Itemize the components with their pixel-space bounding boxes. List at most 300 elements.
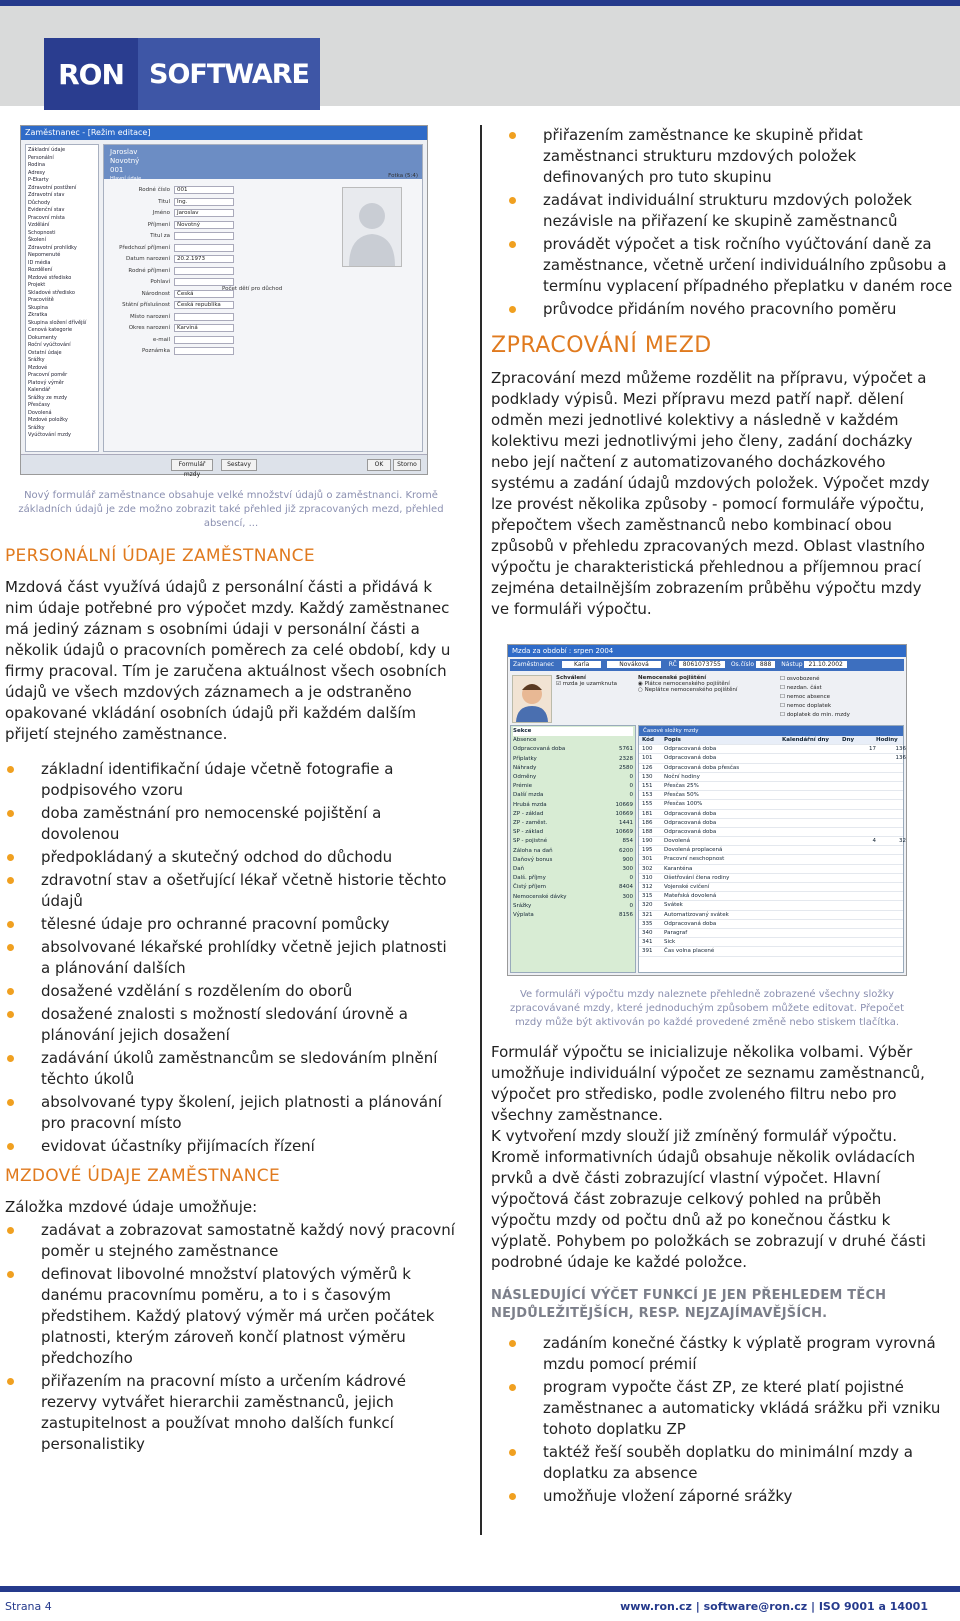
option-checkbox-label: doplatek do min. mzdy [786, 712, 850, 718]
employee-photo [342, 187, 402, 267]
section-name: Nemocenské dávky [513, 893, 567, 900]
logo-ron: RON [44, 38, 138, 110]
tree-item[interactable]: Roční vyúčtování [28, 342, 71, 348]
grid-rows [639, 745, 906, 956]
grid-cell-desc: Odpracovaná doba [664, 810, 717, 817]
tree-item[interactable]: Srážky [28, 357, 45, 363]
grid-cell-desc: Svátek [664, 902, 683, 909]
option-checkbox[interactable] [780, 684, 900, 693]
approval-check-label: mzda je uzamknuta [562, 681, 617, 687]
grid-cell-hours: 136 [895, 755, 906, 762]
field-input[interactable]: Karviná [174, 324, 234, 332]
section-row[interactable] [513, 801, 633, 810]
section-row[interactable] [513, 883, 633, 892]
bullet-item: zadávat individuální strukturu mzdových položek nezávisle na přiřazení ke skupině zaměstnanců [507, 190, 957, 232]
insurance-radio-label: Neplátce nemocenského pojištění [644, 687, 738, 693]
grid-row[interactable] [639, 855, 903, 864]
section-row[interactable] [513, 828, 633, 837]
section-name: Prémie [513, 783, 533, 790]
functions-subheading: NÁSLEDUJÍCÍ VÝČET FUNKCÍ JE JEN PŘEHLEDEM TĚCH NEJDŮLEŽITĚJŠÍCH, RESP. NEJZAJÍMAVĚJŠÍCH. [491, 1288, 887, 1321]
window-title: Zaměstnanec - [Režim editace] [21, 126, 427, 140]
section-name: SP - pojistné [513, 838, 548, 845]
grid-cell-desc: Odpracovaná doba [664, 828, 717, 835]
field-input[interactable] [174, 347, 234, 355]
grid-row[interactable] [639, 938, 903, 947]
grid-cell-code: 341 [642, 939, 653, 946]
tree-item[interactable]: Vzdělání [28, 222, 50, 228]
option-checkbox-label: nemoc doplatek [786, 703, 832, 709]
grid-cell-desc: Přesčas 50% [664, 792, 699, 799]
logo-software: SOFTWARE [138, 38, 320, 110]
insurance-radio-label: Plátce nemocenského pojištění [644, 681, 730, 687]
tree-item[interactable]: Dokumenty [28, 334, 57, 341]
approval-box [556, 675, 636, 721]
tree-item[interactable]: Schopnosti [28, 229, 56, 236]
wage-bullet-list [5, 1220, 457, 1455]
tree-item[interactable]: Pracovní poměr [28, 372, 68, 378]
os-label: Os.číslo [730, 661, 754, 668]
bullet-item: taktéž řeší souběh doplatku do minimální mzdy a doplatku za absence [507, 1442, 957, 1484]
grid-cell-code: 181 [642, 810, 653, 817]
section-row[interactable] [513, 727, 633, 736]
grid-row[interactable] [639, 828, 903, 837]
bullet-item: definovat libovolné množství platových výměrů k danému pracovnímu poměru, a to i s časovým předstihem. Každý platový výměr má určen počátek platnosti, kterým zároveň končí platnost výměru předchozího [5, 1264, 457, 1369]
grid-cell-desc: Odpracovaná doba [664, 819, 717, 826]
grid-cell-code: 315 [642, 893, 653, 900]
field-label: e-mail [152, 336, 170, 343]
grid-cell-code: 310 [642, 874, 653, 881]
bullet-item: absolvované lékařské prohlídky včetně jejich platnosti a plánování dalších [5, 937, 457, 979]
insurance-options [638, 681, 778, 693]
grid-row[interactable] [639, 947, 903, 956]
section-name: Další mzda [513, 792, 544, 799]
grid-header-row [639, 736, 903, 745]
rc-value: 8061073755 [679, 661, 725, 668]
bullet-item: dosažené vzdělání s rozdělením do oborů [5, 981, 457, 1002]
grid-cell-desc: Čas volna placené [664, 948, 715, 955]
grid-cell-code: 101 [642, 755, 653, 762]
section-name: Absence [513, 737, 537, 744]
grid-row[interactable] [639, 800, 903, 809]
section-row[interactable] [513, 773, 633, 782]
checkbox-icon: ☐ [780, 712, 787, 718]
tree-item[interactable]: Školení [28, 237, 46, 243]
child-portrait-icon [513, 676, 551, 722]
right-column [491, 125, 957, 1509]
section-name: Daň [513, 866, 525, 873]
tree-item[interactable]: Srážky ze mzdy [28, 394, 68, 401]
grid-row[interactable] [639, 846, 903, 855]
processing-paragraph: Zpracování mezd můžeme rozdělit na přípravu, výpočet a podklady výpisů. Mezi přípravu mezd patří např. dělení odměn mezi jednotlivé kolektivy a následně v každém kolektivu mezi jednotlivými jeho členy, zadání docházky nebo její načtení z automatizovaného docházkového systému a zadání údajů mzdových položek. Výpočet mzdy lze provést několika způsoby - pomocí formuláře výpočtu, přepočtem všech zaměstnanců nebo kombinací obou způsobů v přehledu zpracovaných mezd. Oblast vlastního výpočtu je charakteristická přehlednou a příjemnou prací zejména detailnějším zobrazením průběhu výpočtu mzdy ve formuláři výpočtu. [491, 369, 930, 618]
os-value: 888 [756, 661, 775, 668]
grid-cell-desc: Automatizovaný svátek [664, 911, 729, 918]
grid-cell-code: 301 [642, 856, 653, 863]
grid-row[interactable] [639, 810, 903, 819]
section-row[interactable] [513, 856, 633, 865]
option-checkbox[interactable] [780, 702, 900, 711]
header-surname: Novotný [110, 157, 140, 165]
tab-main: Hlavní údaje [110, 176, 142, 182]
photo-label: Fotka (5:4) [388, 173, 418, 179]
bullet-item: zdravotní stav a ošetřující lékař včetně historie těchto údajů [5, 870, 457, 912]
grid-cell-code: 100 [642, 746, 653, 753]
bullet-item: dosažené znalosti s možností sledování úrovně a plánování jejich dosažení [5, 1004, 457, 1046]
field-label: Státní příslušnost [122, 302, 170, 308]
option-checkbox[interactable] [780, 711, 900, 720]
tree-item[interactable]: Důchody [28, 199, 51, 206]
field-input[interactable]: Jaroslav [174, 209, 234, 217]
window-toolbar [21, 454, 427, 478]
tree-item[interactable]: Mzdové [28, 364, 48, 371]
section-amount: 300 [622, 893, 633, 900]
processing-heading: ZPRACOVÁNÍ MEZD [491, 333, 712, 358]
grid-title: Časové složky mzdy [639, 726, 903, 736]
grid-row[interactable] [639, 764, 903, 773]
section-row[interactable] [513, 874, 633, 883]
field-input[interactable] [174, 244, 234, 252]
field-input[interactable]: Novotný [174, 221, 234, 229]
grid-row[interactable] [639, 911, 903, 920]
bullet-item: zadávat a zobrazovat samostatně každý nový pracovní poměr u stejného zaměstnance [5, 1220, 457, 1262]
bullet-item: tělesné údaje pro ochranné pracovní pomůcky [5, 914, 457, 935]
tree-item[interactable]: Skupina [28, 304, 48, 311]
section-name: Dalš. příjmy [513, 875, 546, 882]
grid-cell-code: 302 [642, 865, 653, 872]
grid-cell-desc: Paragraf [664, 929, 688, 936]
tree-item[interactable]: Mzdové položky [28, 417, 68, 423]
section-name: Příplatky [513, 755, 537, 762]
bullet-item: přiřazením zaměstnance ke skupině přidat zaměstnanci strukturu mzdových položek definovaných pro tuto skupinu [507, 125, 957, 188]
grid-cell-code: 155 [642, 801, 653, 808]
field-input[interactable]: Ing. [174, 198, 234, 206]
checkbox-icon: ☐ [780, 703, 787, 709]
field-input[interactable] [174, 267, 234, 275]
tree-item[interactable]: Zdravotní stav [28, 192, 65, 198]
section-amount: 0 [629, 792, 633, 799]
figure-caption-2: Ve formuláři výpočtu mzdy naleznete přehledně zobrazené všechny složky zpracovávané mzdy, které jednoduchým způsobem můžete editovat. Přepočet mzdy může být aktivován po každé provedené změně nebo stiskem tlačítka. [510, 989, 904, 1028]
grid-cell-desc: Mateřská dovolená [664, 893, 717, 900]
section-row[interactable] [513, 764, 633, 773]
right-bullet-list [507, 125, 957, 320]
option-checkbox-label: nemoc absence [786, 694, 831, 700]
grid-row[interactable] [639, 920, 903, 929]
grid-cell-code: 312 [642, 884, 653, 890]
storno-button[interactable]: Storno [393, 459, 421, 471]
tree-item[interactable]: Kalendář [28, 387, 51, 393]
tree-item[interactable]: Pracovní místa [28, 214, 65, 221]
form-header [104, 145, 422, 182]
tree-item[interactable]: Pracoviště [28, 297, 54, 303]
section-amount: 6200 [619, 847, 633, 854]
option-checkbox[interactable] [780, 675, 900, 684]
grid-cell-hours: 32 [899, 838, 906, 845]
grid-cell-code: 126 [642, 764, 653, 771]
field-label: Titul za [150, 233, 170, 239]
header-bar [0, 6, 960, 106]
grid-cell-desc: Dovolená proplacená [664, 847, 723, 854]
bullet-item: doba zaměstnání pro nemocenské pojištění a dovolenou [5, 803, 457, 845]
grid-cell-desc: Noční hodiny [664, 773, 700, 780]
grid-cell-desc: Přesčas 25% [664, 782, 699, 789]
section-name: ZP - základ [513, 810, 544, 817]
form-mzdy-button[interactable]: Formulář mzdy [171, 459, 213, 471]
grid-cell-desc: Odpracovaná doba [664, 920, 717, 927]
first-name: Karla [562, 661, 601, 668]
section-amount: 0 [629, 902, 633, 909]
section-name: Náhrady [513, 764, 537, 771]
section-name: Odměny [513, 774, 537, 781]
tree-item[interactable]: P-Ekarty [28, 177, 49, 183]
section-amount: 854 [622, 838, 633, 845]
grid-column-header[interactable]: Kalendářní dny [782, 737, 830, 743]
option-checkbox-label: osvobozené [786, 676, 820, 682]
wage-window-title: Mzda za období : srpen 2004 [508, 645, 906, 657]
personal-paragraph: Mzdová část využívá údajů z personální části a přidává k nim údaje potřebné pro výpočet mzdy. Každý zaměstnanec má jediný záznam s osobními údaji v personální části a několik údajů o pracovních poměrech za celé období, kdy u firmy pracoval. Tím je zaručena aktuálnost všech osobních údajů ve všech mzdových záznamech a je odstraněno opakované vkládání osobních údajů při každém dalším přijetí stejného zaměstnance. [5, 578, 451, 743]
section-name: Čistý příjem [513, 884, 546, 891]
section-row[interactable] [513, 847, 633, 856]
form-paragraph-1: Formulář výpočtu se inicializuje několika volbami. Výběr umožňuje individuální výpočet ze seznamu zaměstnanců, výpočet pro středisko, podle zvoleného filtru nebo pro všechny zaměstnance. [491, 1043, 925, 1124]
grid-column-header[interactable]: Hodiny [876, 737, 898, 743]
bullet-item: umožňuje vložení záporné srážky [507, 1486, 957, 1507]
left-column [5, 125, 457, 1457]
grid-row[interactable] [639, 837, 906, 846]
personal-bullet-list [5, 759, 457, 1157]
field-label: Datum narození [126, 256, 170, 262]
grid-row[interactable] [639, 745, 906, 754]
personal-heading: PERSONÁLNÍ ÚDAJE ZAMĚSTNANCE [5, 546, 315, 566]
grid-cell-code: 186 [642, 819, 653, 826]
section-row[interactable] [513, 893, 633, 902]
section-row[interactable] [513, 791, 633, 800]
grid-row[interactable] [639, 929, 903, 938]
section-name: Daňový bonus [513, 856, 553, 863]
grid-column-header[interactable]: Kód [642, 737, 654, 743]
form-panel [103, 144, 423, 452]
insurance-box [638, 675, 778, 721]
bullet-item: základní identifikační údaje včetně fotografie a podpisového vzoru [5, 759, 457, 801]
field-input[interactable]: 001 [174, 186, 234, 194]
grid-row[interactable] [639, 782, 903, 791]
grid-cell-desc: Vojenské cvičení [664, 884, 710, 890]
tree-item[interactable]: Platový výměr [28, 379, 64, 386]
grid-cell-desc: Přesčas 100% [664, 801, 703, 808]
checkbox-icon: ☐ [780, 676, 787, 682]
section-name: Výplata [513, 912, 534, 919]
option-checkbox[interactable] [780, 693, 900, 702]
tree-item[interactable]: Dovolená [28, 409, 52, 416]
grid-cell-code: 340 [642, 929, 653, 936]
bullet-item: evidovat účastníky přijímacích řízení [5, 1136, 457, 1157]
children-count-label: Počet dětí pro důchod [222, 286, 283, 292]
employee-label: Zaměstnanec [513, 661, 555, 668]
field-label: Titul [158, 198, 170, 205]
grid-cell-desc: Odpracovaná doba [664, 746, 717, 753]
approval-checkbox[interactable]: ☑ mzda je uzamknuta [556, 681, 617, 687]
section-amount: 5761 [619, 746, 633, 753]
field-label: Místo narození [129, 313, 170, 320]
field-input[interactable] [174, 313, 234, 321]
tree-item[interactable]: Personální [28, 154, 54, 161]
section-row[interactable] [513, 819, 633, 828]
grid-cell-code: 190 [642, 838, 653, 845]
approval-label: Schválení [556, 675, 586, 681]
section-amount: 2328 [619, 755, 633, 762]
field-label: Pohlaví [150, 279, 170, 285]
section-row[interactable] [513, 745, 633, 754]
grid-row[interactable] [639, 819, 903, 828]
section-name: Hrubá mzda [513, 801, 547, 808]
ok-button[interactable]: OK [367, 459, 391, 471]
grid-row[interactable] [639, 754, 906, 763]
tree-item[interactable]: Adresy [28, 169, 46, 176]
bullet-item: zadáním konečné částky k výplatě program vyrovná mzdu pomocí prémií [507, 1333, 957, 1375]
section-amount: 10669 [615, 801, 633, 808]
tree-item[interactable]: Vyúčtování mzdy [28, 432, 71, 438]
insurance-radio[interactable] [638, 687, 778, 693]
field-input[interactable] [174, 278, 234, 286]
time-components-grid [638, 725, 904, 973]
grid-cell-code: 153 [642, 792, 653, 799]
grid-row[interactable] [639, 791, 903, 800]
grid-cell-desc: Odpracovaná doba [664, 755, 717, 762]
tree-item[interactable]: Zdravotní postižení [28, 184, 77, 191]
tree-item[interactable]: Projekt [28, 282, 46, 288]
employee-bar [510, 659, 904, 671]
grid-cell-desc: Sick [664, 939, 676, 946]
field-label: Národnost [141, 290, 170, 297]
field-label: Poznámka [141, 348, 170, 354]
grid-row[interactable] [639, 883, 903, 892]
checkbox-icon: ☐ [780, 685, 787, 691]
field-input[interactable]: 20.2.1973 [174, 255, 234, 263]
tree-item[interactable]: Rodina [28, 162, 46, 168]
section-name: ZP - zaměst. [513, 820, 548, 827]
grid-cell-desc: Pracovní neschopnost [664, 856, 725, 863]
field-input[interactable]: Česká [174, 290, 234, 298]
bullet-item: zadávání úkolů zaměstnancům se sledováním plnění těchto úkolů [5, 1048, 457, 1090]
grid-cell-code: 391 [642, 948, 653, 955]
wage-heading: MZDOVÉ ÚDAJE ZAMĚSTNANCE [5, 1166, 281, 1186]
field-input[interactable]: Česká republika [174, 301, 234, 309]
section-amount: 8404 [619, 884, 633, 891]
bullet-item: průvodce přidáním nového pracovního poměru [507, 299, 957, 320]
tree-item[interactable]: Ostatní údaje [28, 349, 62, 356]
column-divider [480, 125, 482, 1535]
figure-caption-1: Nový formulář zaměstnance obsahuje velké množství údajů o zaměstnanci. Kromě základních údajů je zde možno zobrazit také přehled již zpracovaných mezd, přehled absencí, ... [18, 490, 444, 529]
tree-item[interactable]: Evidenční stav [28, 207, 65, 213]
section-amount: 0 [629, 783, 633, 790]
tree-item[interactable]: Rozdělení [28, 267, 53, 273]
grid-cell-desc: Dovolená [664, 838, 690, 845]
tree-item[interactable]: Mzdové středisko [28, 274, 72, 281]
section-amount: 8156 [619, 912, 633, 919]
last-name: Nováková [607, 661, 661, 668]
tree-item[interactable]: Zkratka [28, 312, 48, 318]
section-row[interactable] [513, 911, 633, 920]
sestavy-button[interactable]: Sestavy [221, 459, 257, 471]
grid-column-header[interactable]: Dny [842, 737, 855, 743]
section-row[interactable] [513, 837, 633, 846]
grid-cell-desc: Odpracovaná doba přesčas [664, 764, 740, 771]
field-label: Rodné číslo [138, 187, 170, 193]
tree-item[interactable]: Skupina složení dřívější [28, 319, 87, 326]
tree-item[interactable]: Skladové středisko [28, 289, 75, 296]
section-name: SP - základ [513, 829, 544, 836]
wage-intro: Záložka mzdové údaje umožňuje: [5, 1198, 258, 1216]
grid-row[interactable] [639, 865, 903, 874]
wage-grid [510, 725, 904, 973]
section-row[interactable] [513, 755, 633, 764]
grid-cell-code: 335 [642, 920, 653, 927]
grid-row[interactable] [639, 901, 903, 910]
tree-item[interactable]: Základní údaje [28, 147, 66, 153]
tree-item[interactable]: Cenová kategorie [28, 327, 73, 333]
grid-cell-desc: Karanténa [664, 865, 693, 872]
grid-row[interactable] [639, 773, 903, 782]
navigation-tree [25, 144, 99, 452]
field-input[interactable] [174, 336, 234, 344]
employee-photo-2 [512, 675, 552, 723]
grid-row[interactable] [639, 874, 903, 883]
section-amount: 10669 [615, 810, 633, 817]
section-row[interactable] [513, 810, 633, 819]
section-amount: 900 [622, 856, 633, 863]
grid-cell-hours: 136 [895, 746, 906, 753]
checkbox-icon: ☐ [780, 694, 787, 700]
field-label: Předchozí příjmení [119, 244, 170, 251]
grid-cell-code: 130 [642, 773, 653, 780]
tree-item[interactable]: Přesčasy [28, 402, 50, 408]
field-label: Příjmení [147, 221, 170, 228]
bullet-item: program vypočte část ZP, ze které platí pojistné zaměstnanec a automaticky vkládá srážku při vzniku tohoto doplatku ZP [507, 1377, 957, 1440]
section-amount: 10669 [615, 829, 633, 836]
tree-item[interactable]: Srážky [28, 424, 45, 431]
bullet-item: předpokládaný a skutečný odchod do důchodu [5, 847, 457, 868]
section-name: Záloha na daň [513, 847, 553, 854]
insurance-label: Nemocenské pojištění [638, 675, 707, 681]
right-checkboxes [780, 675, 900, 721]
section-list [510, 725, 636, 973]
rc-label: RČ [668, 661, 677, 668]
bullet-item: absolvované typy školení, jejich platnosti a plánování pro pracovní místo [5, 1092, 457, 1134]
section-row[interactable] [513, 736, 633, 745]
grid-cell-code: 195 [642, 847, 653, 854]
wage-calc-screenshot [507, 644, 907, 976]
radio-icon: ◉ [638, 681, 645, 687]
option-checkbox-label: nezdan. část [786, 685, 822, 691]
bullet-item: přiřazením na pracovní místo a určením kádrové rezervy vytvářet hierarchii zaměstnanců, jejich zastupitelnost a používat mnoho dalších funkcí personalistiky [5, 1371, 457, 1455]
tree-item[interactable]: Zdravotní prohlídky [28, 244, 77, 251]
grid-column-header[interactable]: Popis [664, 737, 681, 743]
section-row[interactable] [513, 782, 633, 791]
company-logo [44, 38, 320, 110]
functions-bullet-list [507, 1333, 957, 1507]
field-label: Rodné příjmení [128, 267, 170, 274]
grid-cell-desc: Ošetřování člena rodiny [664, 874, 730, 881]
section-amount: 2580 [619, 764, 633, 771]
grid-cell-days: 4 [872, 838, 876, 845]
field-input[interactable] [174, 232, 234, 240]
section-row[interactable] [513, 902, 633, 911]
employee-form-screenshot [20, 125, 428, 478]
nastup-value: 21.10.2002 [804, 661, 846, 668]
grid-row[interactable] [639, 892, 903, 901]
form-paragraph-2: K vytvoření mzdy slouží již zmíněný formulář výpočtu. Kromě informativních údajů obsahuje několik ovládacích prvků a dvě části zobrazující vlastní výpočet. Hlavní výpočtová část zobrazuje celkový pohled na průběh výpočtu mzdy od počtu dnů až po konečnou částku k výplatě. Pohybem po položkách se zobrazují v druhé části podrobné údaje ke každé položce. [491, 1127, 926, 1271]
tree-item[interactable]: Nepomenuté [28, 252, 61, 258]
tree-item[interactable]: ID média [28, 259, 51, 266]
footer-band [0, 1586, 960, 1592]
section-row[interactable] [513, 865, 633, 874]
